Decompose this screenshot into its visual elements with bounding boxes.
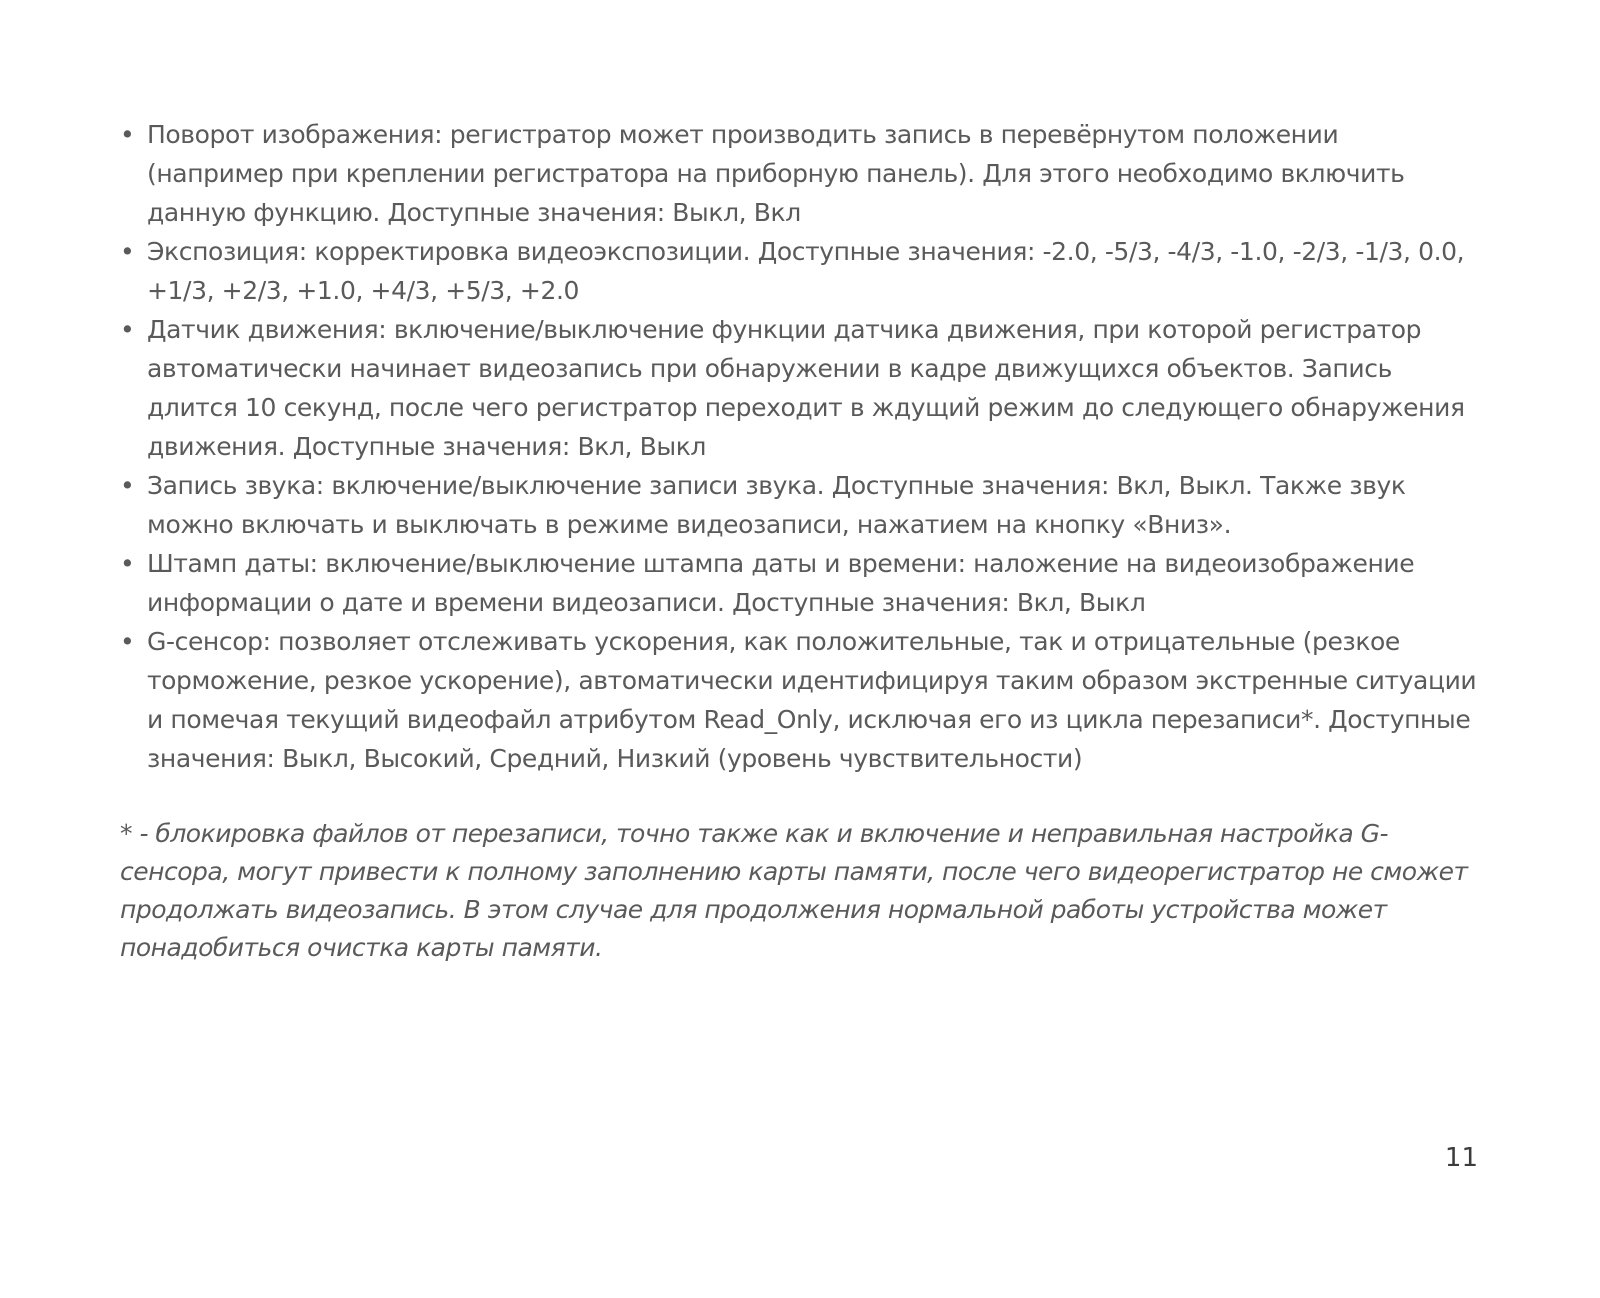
bullet-icon: • <box>120 237 135 266</box>
footnote: * - блокировка файлов от перезаписи, точно также как и включение и неправильная настройка G-сенсора, могут привести к полному заполнению карты памяти, после чего видеорегистратор не сможет продолжать видеозапись. В этом случае для продолжения нормальной работы устройства может понадобиться очистка карты памяти. <box>120 819 1468 962</box>
list-item-date-stamp <box>120 544 1480 622</box>
list-item-g-sensor <box>120 622 1480 778</box>
list-item-text: Поворот изображения: регистратор может производить запись в перевёрнутом положении (например при креплении регистратора на приборную панель). Для этого необходимо включить данную функцию. Доступные значения: Выкл, Вкл <box>147 120 1405 227</box>
settings-list <box>120 115 1480 778</box>
list-item-text: Датчик движения: включение/выключение функции датчика движения, при которой регистратор автоматически начинает видеозапись при обнаружении в кадре движущихся объектов. Запись длится 10 секунд, после чего регистратор переходит в ждущий режим до следующего обнаружения движения. Доступные значения: Вкл, Выкл <box>147 315 1465 461</box>
list-item-text: Штамп даты: включение/выключение штампа даты и времени: наложение на видеоизображение информации о дате и времени видеозаписи. Доступные значения: Вкл, Выкл <box>147 549 1415 617</box>
bullet-icon: • <box>120 315 135 344</box>
list-item-image-rotation <box>120 115 1480 232</box>
list-item-text: Экспозиция: корректировка видеоэкспозиции. Доступные значения: -2.0, -5/3, -4/3, -1.0, -2/3, -1/3, 0.0, +1/3, +2/3, +1.0, +4/3, +5/3, +2.0 <box>147 237 1465 305</box>
bullet-icon: • <box>120 549 135 578</box>
list-item-sound-recording <box>120 466 1480 544</box>
list-item-text: G-сенсор: позволяет отслеживать ускорения, как положительные, так и отрицательные (резкое торможение, резкое ускорение), автоматически идентифицируя таким образом экстренные ситуации и помечая текущий видеофайл атрибутом Read_Only, исключая его из цикла перезаписи*. Доступные значения: Выкл, Высокий, Средний, Низкий (уровень чувствительности) <box>147 627 1477 773</box>
page-number: 11 <box>1444 1143 1478 1173</box>
bullet-icon: • <box>120 120 135 149</box>
list-item-text: Запись звука: включение/выключение записи звука. Доступные значения: Вкл, Выкл. Также звук можно включать и выключать в режиме видеозаписи, нажатием на кнопку «Вниз». <box>147 471 1406 539</box>
bullet-icon: • <box>120 471 135 500</box>
list-item-exposure <box>120 232 1480 310</box>
list-item-motion-detector <box>120 310 1480 466</box>
bullet-icon: • <box>120 627 135 656</box>
